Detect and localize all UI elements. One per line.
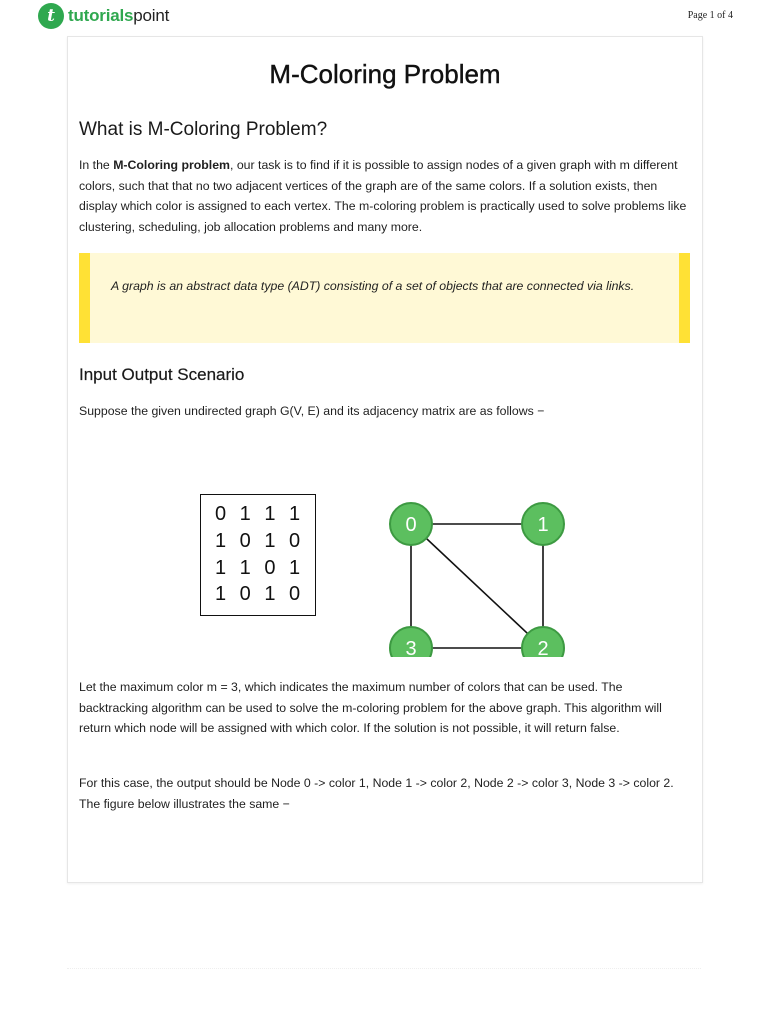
io-paragraph: Suppose the given undirected graph G(V, E) and its adjacency matrix are as follows −	[79, 404, 545, 418]
article-card	[67, 36, 703, 883]
note-callout	[79, 253, 690, 343]
page-bottom-divider	[67, 968, 701, 970]
graph-nodes	[390, 503, 564, 657]
graph-edge-0-2	[411, 524, 543, 648]
logo-icon: t	[38, 3, 64, 29]
graph-diagram	[79, 457, 691, 657]
logo-text-part-a: tutorials	[68, 6, 134, 25]
graph-edges	[411, 524, 543, 648]
graph-figure	[79, 457, 691, 657]
graph-node-label-0: 0	[405, 514, 417, 536]
output-paragraph: For this case, the output should be Node 0 -> color 1, Node 1 -> color 2, Node 2 -> color 3, Node 3 -> color 2. The figure below illustrates the same −	[79, 776, 674, 811]
matrix-row: 1 0 1 0	[215, 583, 305, 605]
graph-node-label-3: 3	[405, 638, 417, 657]
page-number: Page 1 of 4	[687, 10, 733, 21]
graph-node-label-1: 1	[537, 514, 549, 536]
tutorialspoint-logo[interactable]	[38, 3, 169, 29]
intro-bold-term: M-Coloring problem	[113, 158, 230, 172]
matrix-row: 1 0 1 0	[215, 530, 305, 552]
intro-paragraph	[79, 155, 691, 237]
max-color-paragraph: Let the maximum color m = 3, which indicates the maximum number of colors that can be used. The backtracking algorithm can be used to solve the m-coloring problem for the above graph. This algorithm will return which node will be assigned with which color. If the solution is not possible, it will return false.	[79, 680, 662, 735]
section-heading-io: Input Output Scenario	[79, 365, 245, 384]
intro-prefix: In the	[79, 158, 114, 172]
note-text: A graph is an abstract data type (ADT) consisting of a set of objects that are connected via links.	[111, 279, 635, 293]
page-title: M-Coloring Problem	[269, 59, 501, 89]
section-heading-what: What is M-Coloring Problem?	[79, 119, 328, 140]
logo-text	[68, 6, 169, 26]
matrix-row: 0 1 1 1	[215, 503, 305, 525]
matrix-row: 1 1 0 1	[215, 557, 305, 579]
intro-rest: , our task is to find if it is possible to assign nodes of a given graph with m different colors, such that that no two adjacent vertices of the graph are of the same colors. If a solution exists, then display which color is assigned to each vertex. The m-coloring problem is practically used to solve problems like clustering, scheduling, job allocation problems and many more.	[79, 158, 687, 234]
graph-node-label-2: 2	[537, 638, 549, 657]
page-header	[0, 0, 768, 34]
logo-text-part-b: point	[133, 6, 170, 25]
